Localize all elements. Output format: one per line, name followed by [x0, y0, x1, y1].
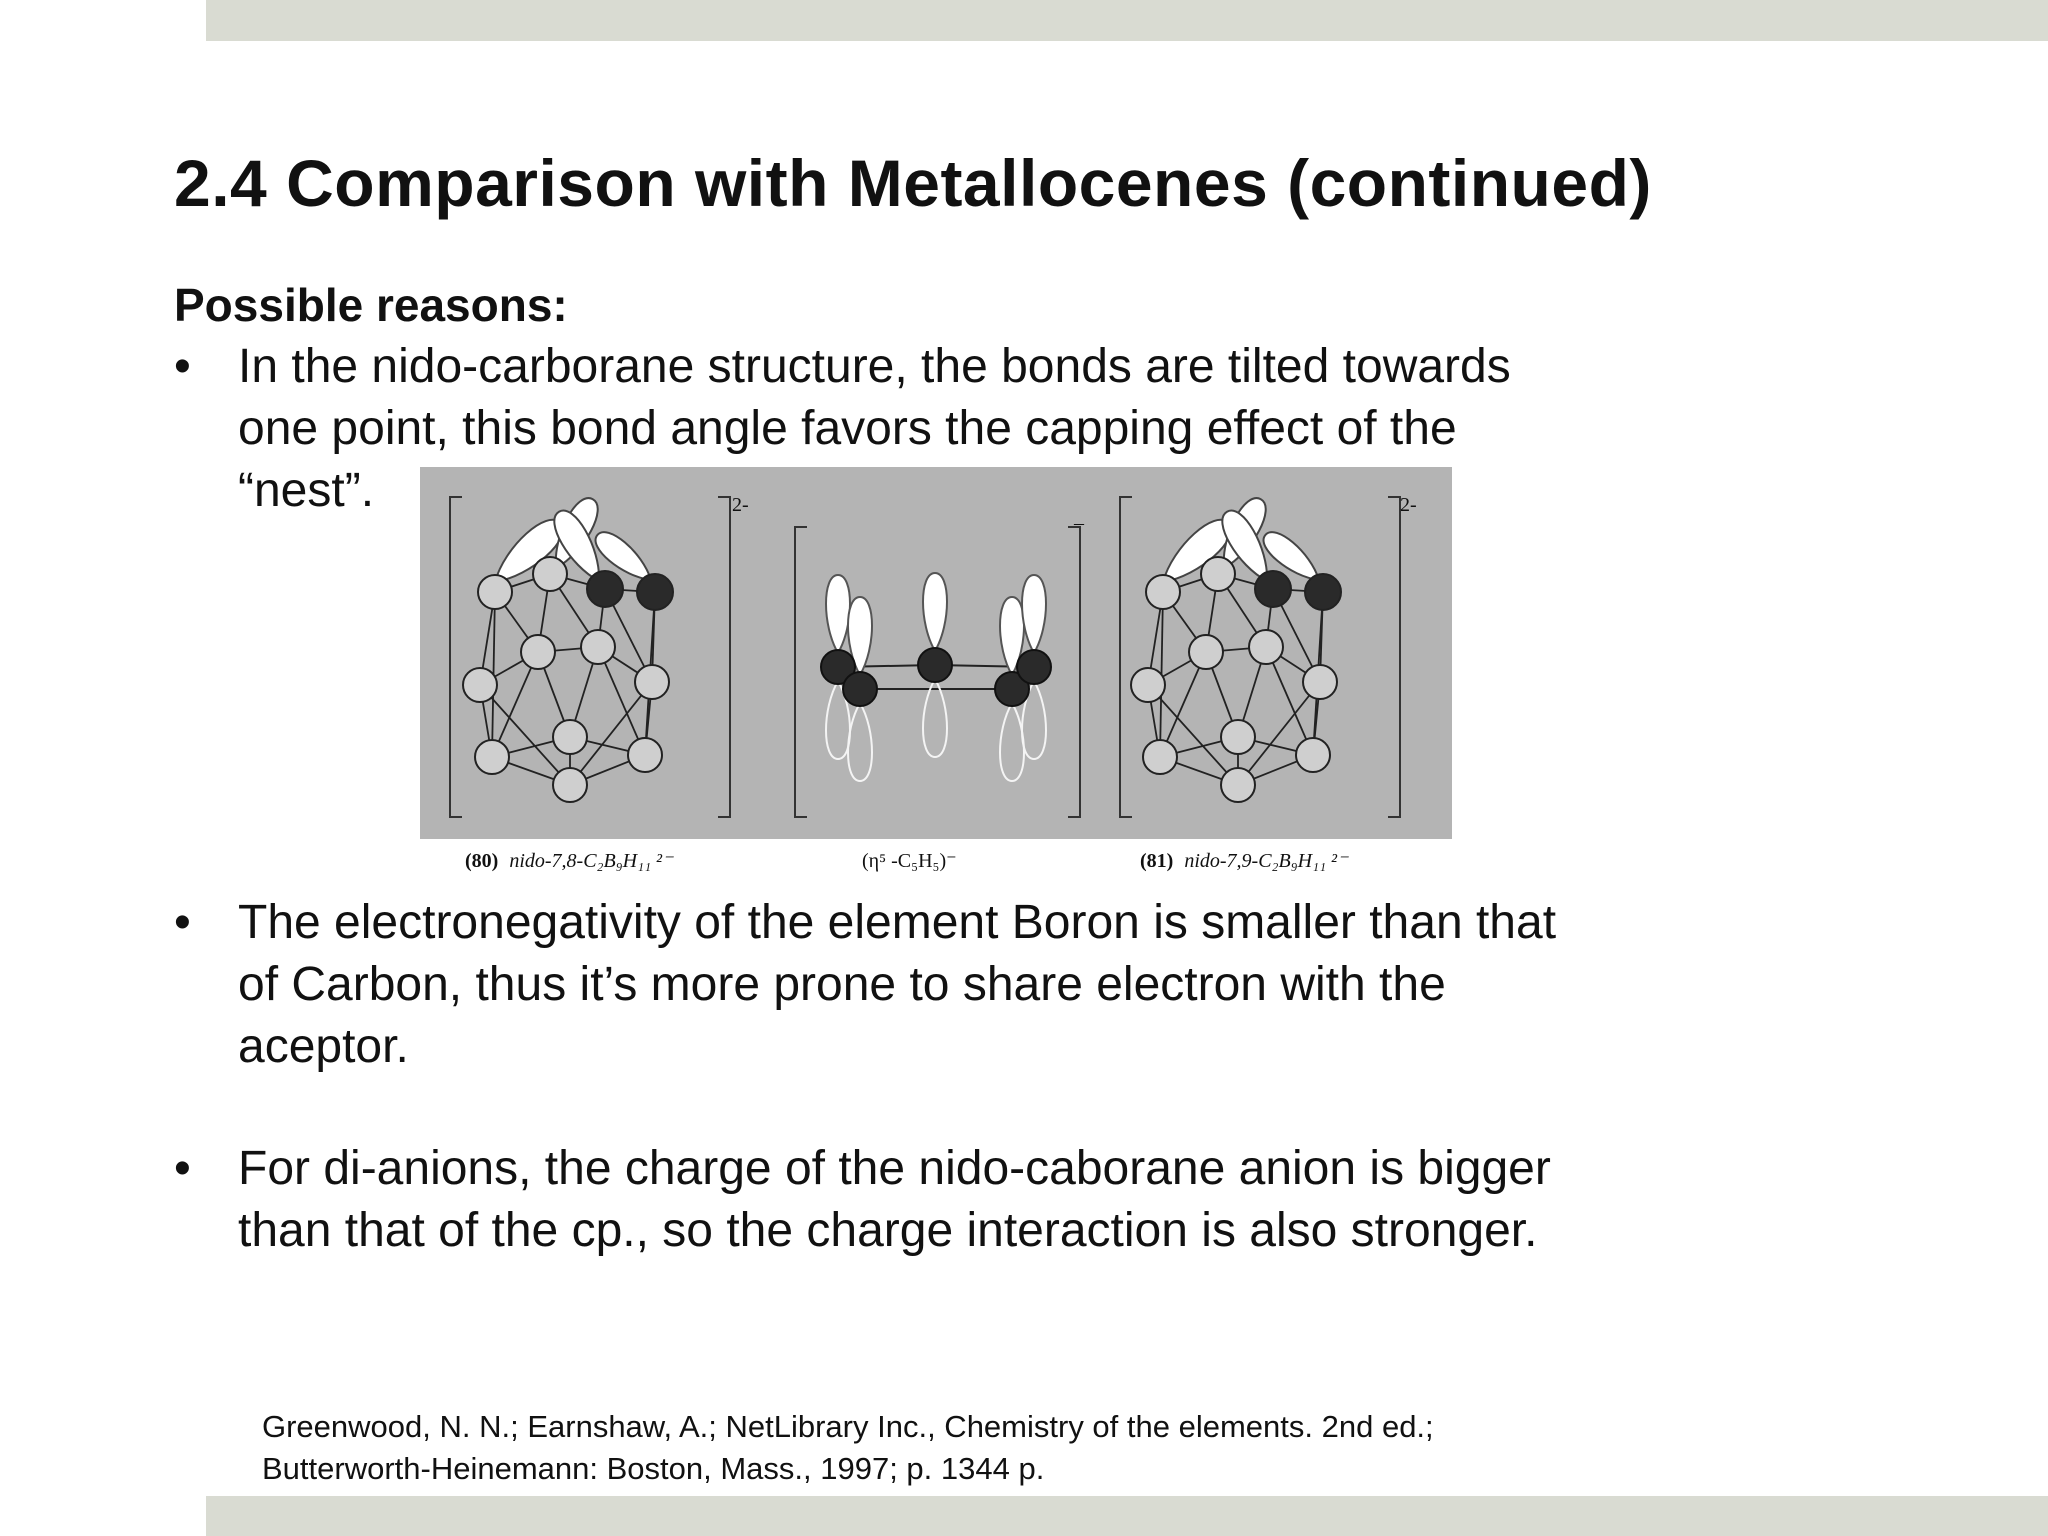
- boron-atom: [635, 665, 669, 699]
- boron-atom: [1249, 630, 1283, 664]
- carbon-atom: [1305, 574, 1341, 610]
- possible-reasons-heading: Possible reasons:: [174, 279, 568, 331]
- carbon-atom: [843, 672, 877, 706]
- boron-atom: [553, 768, 587, 802]
- boron-atom: [1189, 635, 1223, 669]
- boron-atom: [1221, 720, 1255, 754]
- carbon-atom: [587, 571, 623, 607]
- carbon-atom: [918, 648, 952, 682]
- boron-atom: [533, 557, 567, 591]
- carbon-atom: [637, 574, 673, 610]
- boron-atom: [1303, 665, 1337, 699]
- carborane-figure: [420, 467, 1452, 883]
- boron-atom: [1143, 740, 1177, 774]
- bullet-icon: •: [174, 1142, 191, 1195]
- slide-title: 2.4 Comparison with Metallocenes (continued): [174, 146, 1652, 220]
- top-decor-band: [206, 0, 2048, 41]
- bottom-decor-band: [206, 1496, 2048, 1536]
- boron-atom: [521, 635, 555, 669]
- figure-caption-cp: (η⁵ -C₅H₅)⁻: [862, 850, 957, 872]
- boron-atom: [475, 740, 509, 774]
- carbon-atom: [1017, 650, 1051, 684]
- boron-atom: [1146, 575, 1180, 609]
- bullet-item: [174, 892, 1824, 1078]
- bullet-text: For di-anions, the charge of the nido-caborane anion is bigger than that of the cp., so the charge interaction is also stronger.: [238, 1142, 1551, 1257]
- charge-label-81: 2-: [1400, 494, 1417, 516]
- citation-reference: Greenwood, N. N.; Earnshaw, A.; NetLibrary Inc., Chemistry of the elements. 2nd ed.; Butterworth-Heinemann: Boston, Mass., 1997; p. 1344 p.: [262, 1409, 1434, 1486]
- boron-atom: [1131, 668, 1165, 702]
- bullet-icon: •: [174, 340, 191, 393]
- bullet-text: In the nido-carborane structure, the bonds are tilted towards one point, this bond angle favors the capping effect of the “nest”.: [238, 340, 1511, 517]
- boron-atom: [581, 630, 615, 664]
- bullet-icon: •: [174, 896, 191, 949]
- charge-label-cp: –: [1074, 512, 1084, 534]
- carbon-atom: [1255, 571, 1291, 607]
- bullet-item: [174, 1138, 1824, 1262]
- boron-atom: [1201, 557, 1235, 591]
- boron-atom: [463, 668, 497, 702]
- boron-atom: [628, 738, 662, 772]
- boron-atom: [1296, 738, 1330, 772]
- figure-caption-81: (81) nido-7,9-C₂B₉H₁₁ ²⁻: [1140, 850, 1348, 872]
- boron-atom: [553, 720, 587, 754]
- bullet-text: The electronegativity of the element Boron is smaller than that of Carbon, thus it’s more prone to share electron with the aceptor.: [238, 896, 1557, 1073]
- boron-atom: [478, 575, 512, 609]
- figure-caption-80: (80) nido-7,8-C₂B₉H₁₁ ²⁻: [465, 850, 673, 872]
- boron-atom: [1221, 768, 1255, 802]
- charge-label-80: 2-: [732, 494, 749, 516]
